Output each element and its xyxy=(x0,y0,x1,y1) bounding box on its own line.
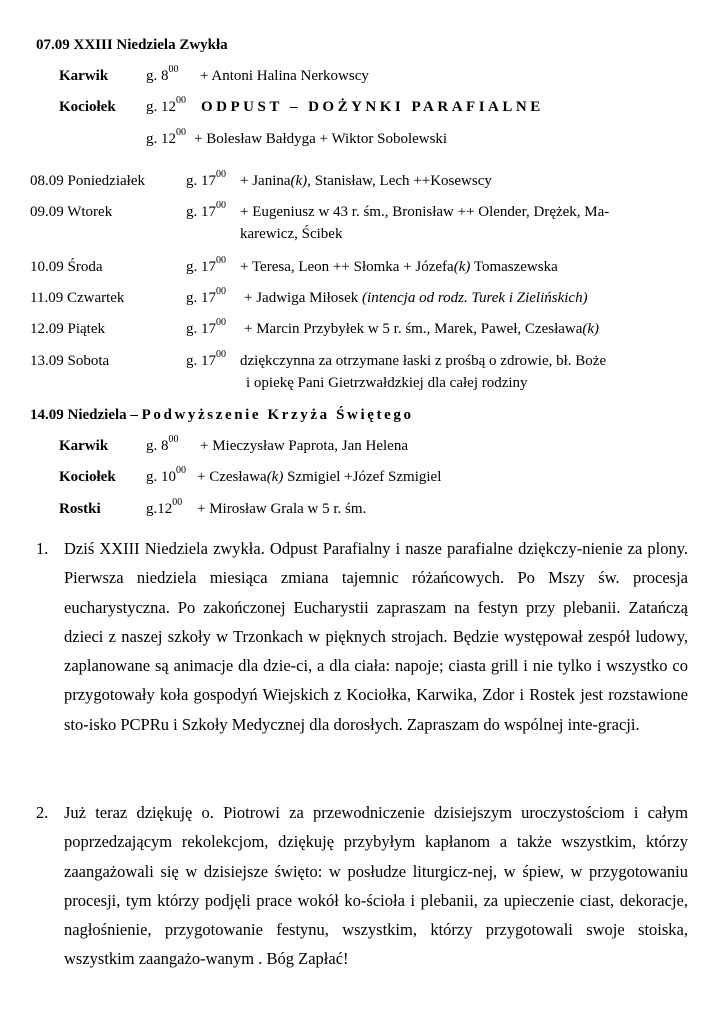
odpust-title: ODPUST – DOŻYNKI PARAFIALNE xyxy=(201,99,544,115)
announcement-text: Dziś XXIII Niedziela zwykła. Odpust Parafialny i nasze parafialne dziękczy-nienie za plony. Pierwsza niedziela miesiąca zmiana tajemnic różańcowych. Po Mszy św. procesja eucharystyczna. Po zakończonej Eucharystii zapraszam na festyn przy plebanii. Zatańczą dzieci z naszej szkoły w Trzonkach w pięknych strojach. Będzie występował zespół ludowy, zaplanowane są animacje dla dzie-ci, a dla ciała: napoje; ciasta grill i nie tylko i wszystko co przygotowały koła gospodyń Wiejskich z Kociołka, Karwika, Zdor i Rostek jest rozstawione sto-isko PCPRu i Szkoły Medycznej dla dorosłych. Zapraszam do wspólnej inte-gracji. xyxy=(64,539,688,734)
mass-intention: + Mieczysław Paprota, Jan Helena xyxy=(200,438,408,454)
mass-time: g. $10^{00}$ xyxy=(146,465,186,485)
mass-time: g. $17^{00}$ xyxy=(186,286,226,306)
mass-intention: + Marcin Przybyłek w 5 r. śm., Marek, Paweł, Czesława(k) xyxy=(244,321,600,337)
mass-intention: + Antoni Halina Nerkowscy xyxy=(200,68,369,84)
announcement-text: Już teraz dziękuję o. Piotrowi za przewodniczenie dzisiejszym uroczystościom i całym poprzedzającym rekolekcjom, dziękuję przybyłym kapłanom a także wszystkim, którzy zaangażowali się w dzisiejsze święto: w posłudze liturgicz-nej, w śpiew, w przygotowaniu procesji, tym którzy podjęli prace wokół ko-ścioła i plebanii, za upieczenie ciast, dekoracje, nagłośnienie, przygotowanie festynu, wszystkim, którzy przygotowali swoje stoiska, wszystkim zaangażo-wanym . Bóg Zapłać! xyxy=(64,803,688,969)
mass-time: g. $17^{00}$ xyxy=(186,255,226,275)
mass-time: g. $12^{00}$ xyxy=(146,95,186,115)
mass-intention: + Eugeniusz w 43 r. śm., Bronisław ++ Olender, Drężek, Ma- xyxy=(240,204,610,220)
mass-intention-cont: i opiekę Pani Gietrzwałdzkiej dla całej rodziny xyxy=(246,375,528,391)
mass-time: g. $17^{00}$ xyxy=(186,317,226,337)
mass-intention: + Mirosław Grala w 5 r. śm. xyxy=(197,501,367,517)
mass-intention: + Teresa, Leon ++ Słomka + Józefa(k) Tomaszewska xyxy=(240,259,558,275)
mass-time: g. $8^{00}$ xyxy=(146,64,179,84)
place-karwik: Karwik xyxy=(59,438,109,454)
weekday-label: 11.09 Czwartek xyxy=(30,290,125,306)
mass-intention-cont: karewicz, Ścibek xyxy=(240,226,343,242)
announcement-number: 1. xyxy=(36,539,49,558)
mass-time: g. $17^{00}$ xyxy=(186,169,226,189)
sunday-heading: 14.09 Niedziela – Podwyższenie Krzyża Świętego xyxy=(30,407,414,423)
mass-time: $g.12^{00}$ xyxy=(146,497,183,517)
place-karwik: Karwik xyxy=(59,68,109,84)
weekday-label: 09.09 Wtorek xyxy=(30,204,113,220)
mass-intention: + Bolesław Bałdyga + Wiktor Sobolewski xyxy=(194,131,448,147)
announcement-number: 2. xyxy=(36,803,49,822)
mass-intention: + Czesława(k) Szmigiel +Józef Szmigiel xyxy=(197,469,442,485)
mass-time: g. $17^{00}$ xyxy=(186,200,226,220)
place-kociolek: Kociołek xyxy=(59,99,116,115)
mass-intention: + Janina(k), Stanisław, Lech ++Kosewscy xyxy=(240,173,492,189)
place-kociolek: Kociołek xyxy=(59,469,116,485)
mass-time: g. $17^{00}$ xyxy=(186,349,226,369)
mass-intention: + Jadwiga Miłosek (intencja od rodz. Turek i Zielińskich) xyxy=(244,290,588,306)
mass-intention: dziękczynna za otrzymane łaski z prośbą o zdrowie, bł. Boże xyxy=(240,353,607,369)
weekday-label: 12.09 Piątek xyxy=(30,321,105,337)
place-rostki: Rostki xyxy=(59,501,101,517)
weekday-label: 08.09 Poniedziałek xyxy=(30,173,145,189)
mass-time: g. $8^{00}$ xyxy=(146,434,179,454)
sunday-heading: 07.09 XXIII Niedziela Zwykła xyxy=(36,37,228,53)
mass-time: g. $12^{00}$ xyxy=(146,127,186,147)
weekday-label: 13.09 Sobota xyxy=(30,353,110,369)
weekday-label: 10.09 Środa xyxy=(30,259,103,275)
